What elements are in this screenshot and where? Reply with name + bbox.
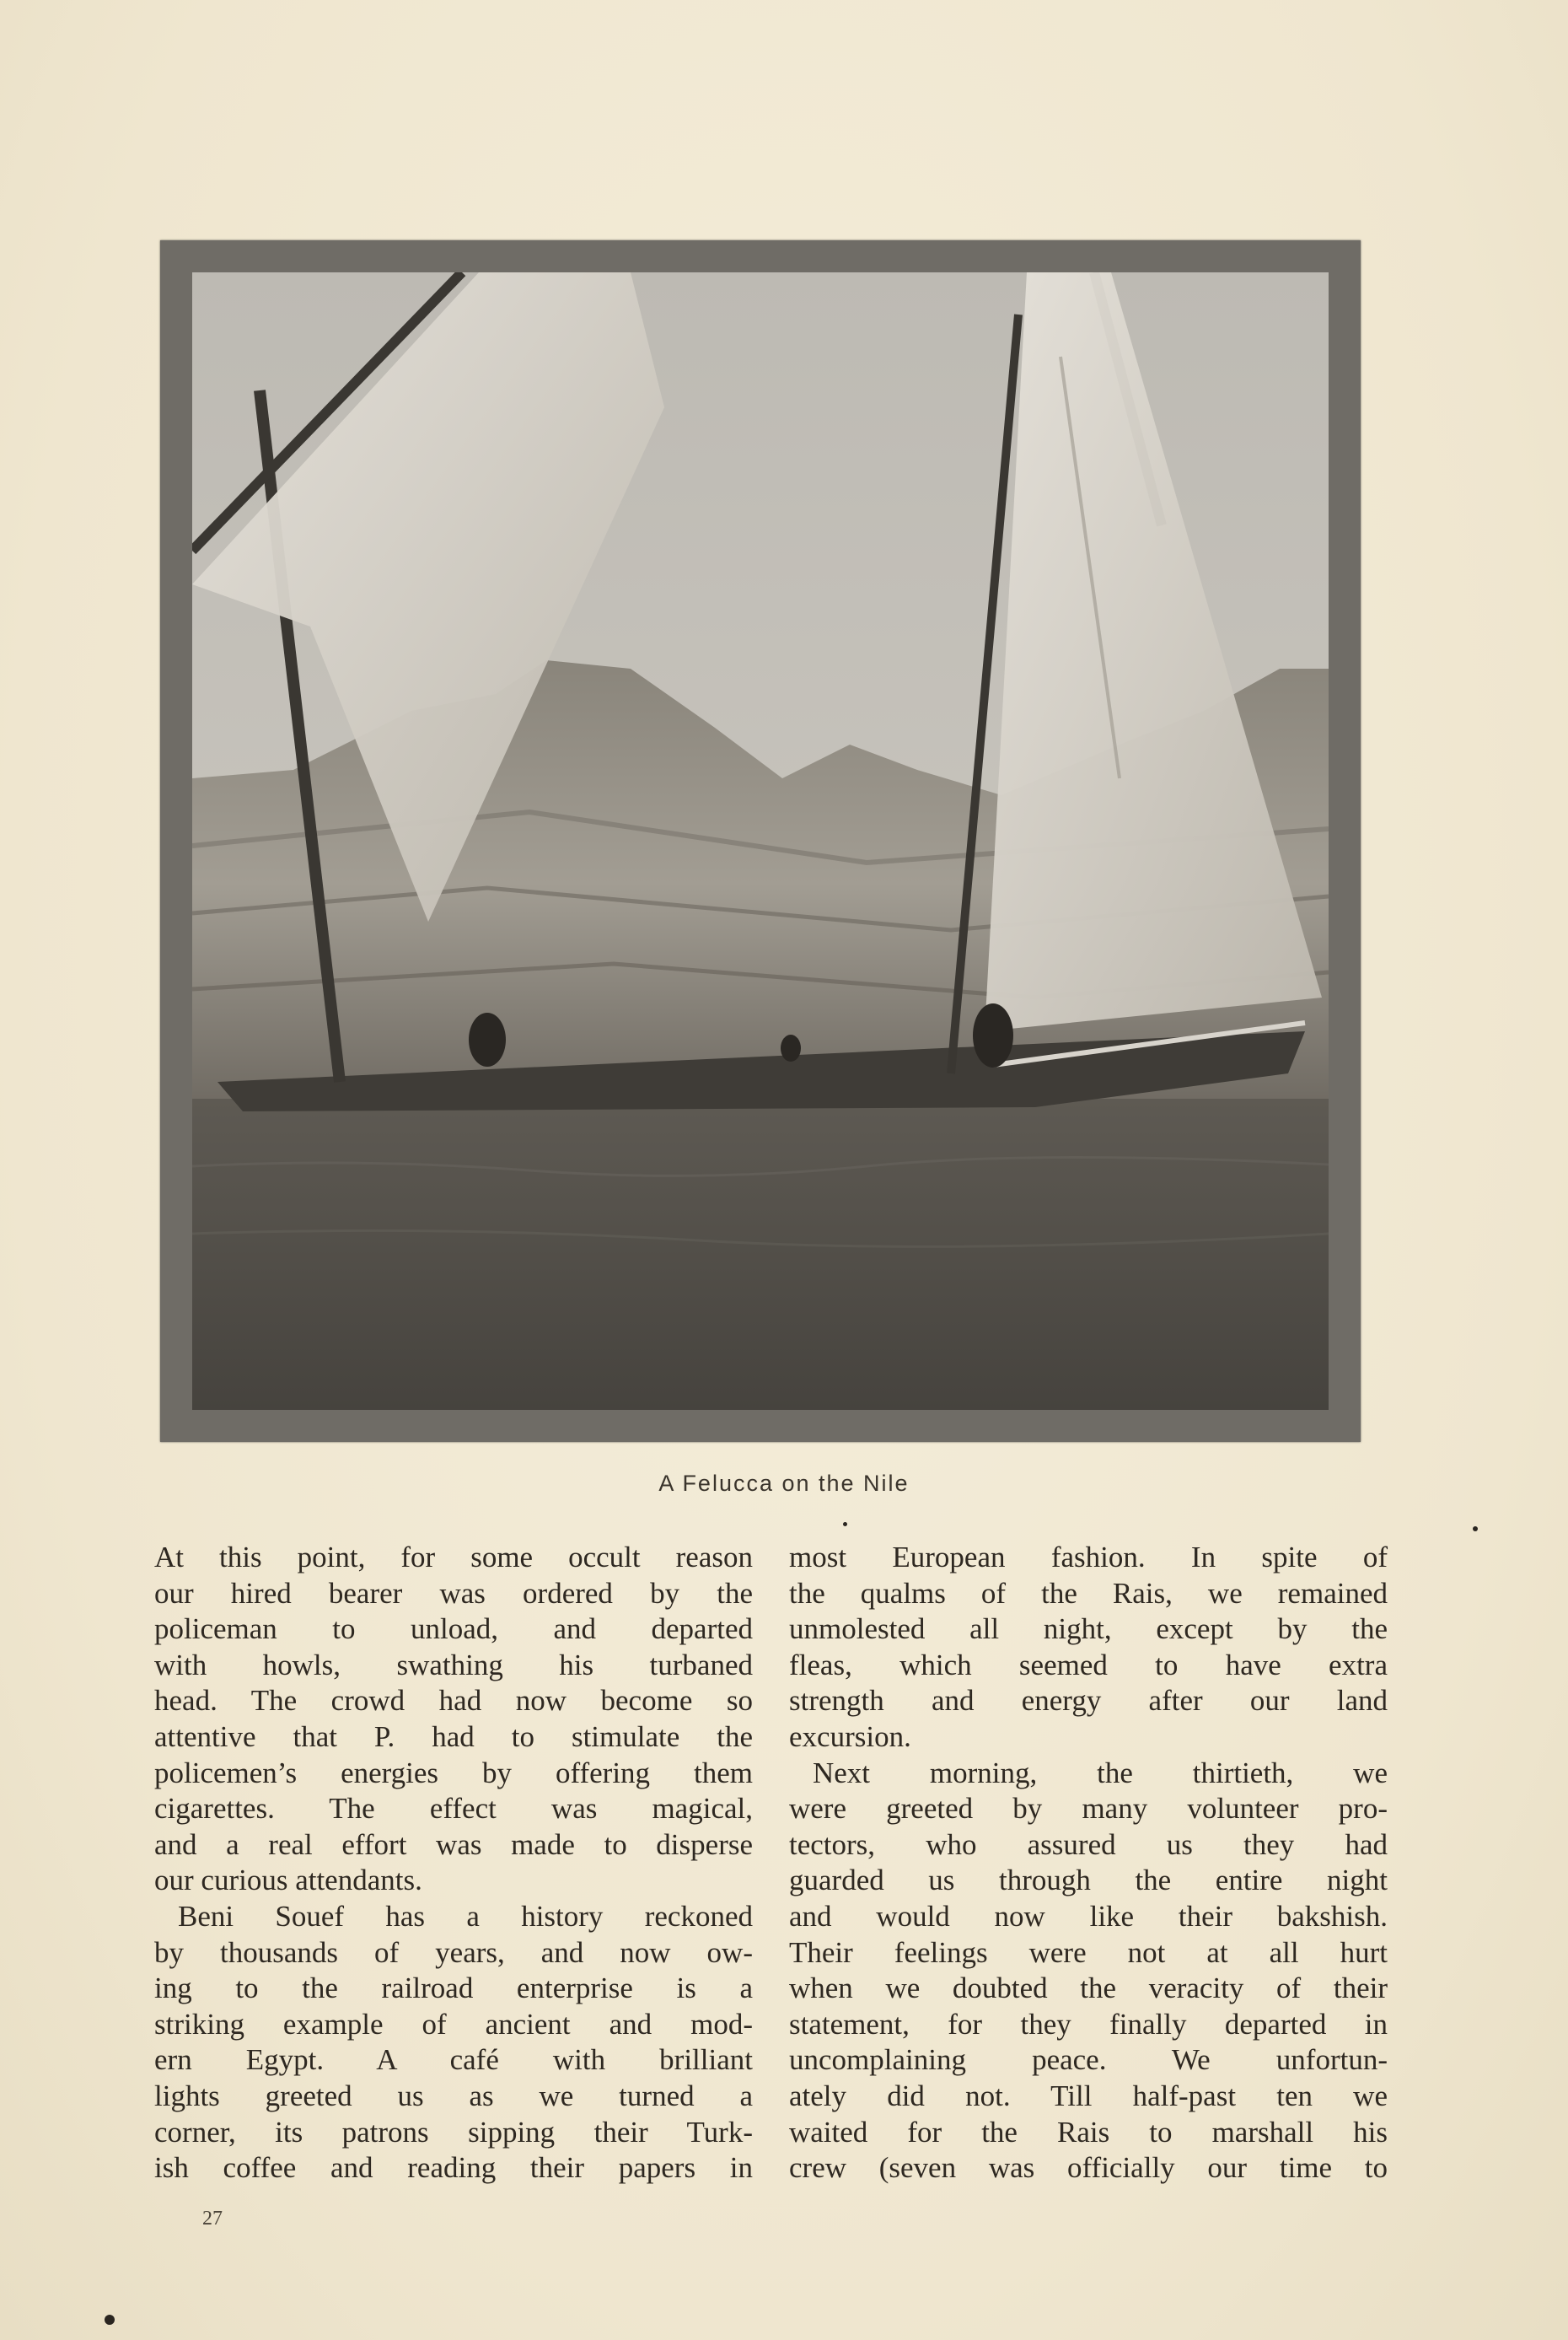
text-line: policemen’s energies by offering them xyxy=(154,1756,753,1789)
text-line: Next morning, the thirtieth, we xyxy=(813,1756,1388,1789)
text-line: uncomplaining peace. We unfortun- xyxy=(789,2043,1388,2077)
text-line: At this point, for some occult reason xyxy=(154,1541,753,1573)
ink-speck xyxy=(843,1522,847,1526)
text-line: attentive that P. had to stimulate the xyxy=(154,1719,753,1753)
text-line: excursion. xyxy=(789,1719,911,1753)
text-line: the qualms of the Rais, we remained xyxy=(789,1576,1388,1610)
text-line: and a real effort was made to disperse xyxy=(154,1827,753,1861)
text-line: ern Egypt. A café with brilliant xyxy=(154,2043,753,2077)
text-line: policeman to unload, and departed xyxy=(154,1612,753,1646)
text-line: Their feelings were not at all hurt xyxy=(789,1935,1388,1969)
text-line: cigarettes. The effect was magical, xyxy=(154,1792,753,1826)
text-line: by thousands of years, and now ow- xyxy=(154,1935,753,1969)
text-line: corner, its patrons sipping their Turk- xyxy=(154,2115,753,2149)
text-line: strength and energy after our land xyxy=(789,1684,1388,1718)
text-line: ish coffee and reading their papers in xyxy=(154,2151,753,2185)
text-line: fleas, which seemed to have extra xyxy=(789,1648,1388,1681)
text-line: ing to the railroad enterprise is a xyxy=(154,1972,753,2005)
photo-caption: A Felucca on the Nile xyxy=(658,1471,910,1496)
text-line: when we doubted the veracity of their xyxy=(789,1972,1388,2005)
text-line: lights greeted us as we turned a xyxy=(154,2079,753,2112)
text-line: head. The crowd had now become so xyxy=(154,1684,753,1718)
ink-speck xyxy=(1473,1526,1478,1531)
text-line: our hired bearer was ordered by the xyxy=(154,1576,753,1610)
text-line: tectors, who assured us they had xyxy=(789,1827,1388,1861)
text-line: were greeted by many volunteer pro- xyxy=(789,1792,1388,1826)
text-line: ately did not. Till half-past ten we xyxy=(789,2079,1388,2112)
text-line: our curious attendants. xyxy=(154,1864,422,1897)
text-line: guarded us through the entire night xyxy=(789,1864,1388,1897)
text-line: Beni Souef has a history reckoned xyxy=(178,1899,753,1933)
felucca-photograph xyxy=(192,272,1329,1410)
text-line: and would now like their bakshish. xyxy=(789,1899,1388,1933)
text-line: crew (seven was officially our time to xyxy=(789,2151,1388,2185)
ink-speck xyxy=(105,2315,115,2325)
text-line: striking example of ancient and mod- xyxy=(154,2007,753,2041)
text-column-left xyxy=(154,1540,753,2187)
text-line: most European fashion. In spite of xyxy=(789,1541,1388,1573)
text-line: unmolested all night, except by the xyxy=(789,1612,1388,1646)
photograph-frame xyxy=(160,240,1361,1442)
text-line: with howls, swathing his turbaned xyxy=(154,1648,753,1681)
page-number: 27 xyxy=(202,2208,223,2230)
text-line: waited for the Rais to marshall his xyxy=(789,2115,1388,2149)
text-column-right xyxy=(789,1540,1388,2187)
text-line: statement, for they finally departed in xyxy=(789,2007,1388,2041)
